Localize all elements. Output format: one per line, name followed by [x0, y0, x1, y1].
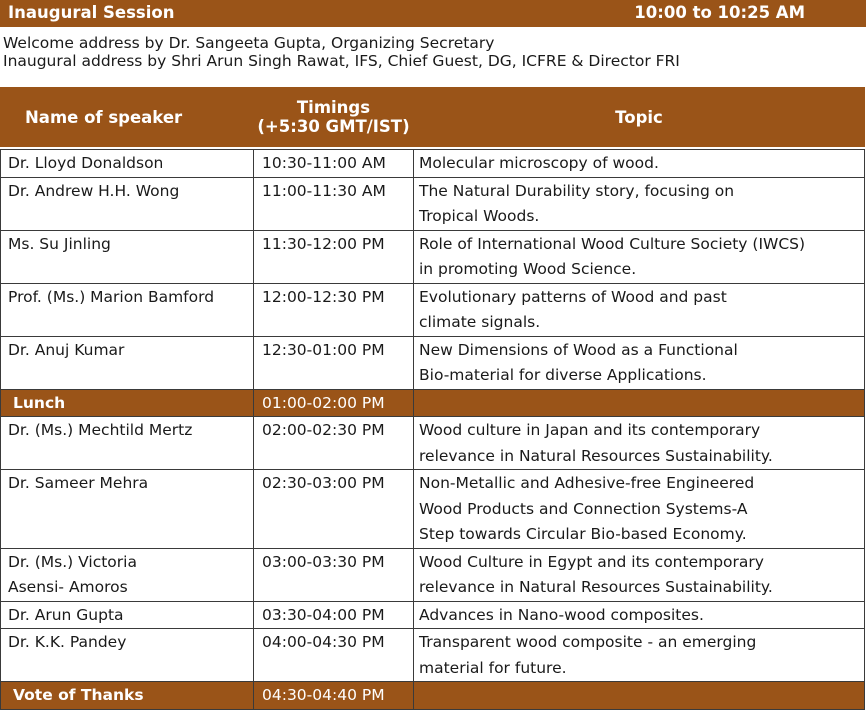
talk-topic-line: Non-Metallic and Adhesive-free Engineered: [419, 474, 755, 492]
speaker-name: [1, 177, 254, 230]
column-header-topic: Topic: [414, 87, 865, 147]
break-row: [1, 682, 865, 710]
session-timing: 12:30-01:00 PM: [254, 336, 414, 389]
session-header-bar: [0, 0, 866, 27]
session-timing: 03:00-03:30 PM: [254, 548, 414, 601]
talk-topic: [414, 682, 865, 710]
session-timing: 12:00-12:30 PM: [254, 283, 414, 336]
speaker-name-line: Dr. (Ms.) Victoria: [8, 552, 137, 571]
talk-topic-line: Role of International Wood Culture Society (IWCS): [419, 234, 806, 253]
speaker-name-line: Dr. Anuj Kumar: [8, 340, 125, 359]
speaker-name: [1, 230, 254, 283]
speaker-name-line: Ms. Su Jinling: [8, 234, 111, 253]
table-row: [1, 283, 865, 336]
session-timing: 01:00-02:00 PM: [254, 389, 414, 417]
session-timing: 10:30-11:00 AM: [254, 150, 414, 178]
talk-topic-line: Wood culture in Japan and its contemporary: [419, 421, 761, 439]
talk-topic-line: New Dimensions of Wood as a Functional: [419, 340, 738, 359]
talk-topic-line: The Natural Durability story, focusing on: [419, 181, 735, 200]
speaker-name-line: Dr. Lloyd Donaldson: [8, 154, 164, 172]
session-title: Inaugural Session: [8, 3, 175, 22]
session-description: [3, 34, 680, 70]
column-header-speaker: Name of speaker: [1, 87, 254, 147]
speaker-name-line: Asensi- Amoros: [8, 578, 128, 596]
talk-topic-line: Evolutionary patterns of Wood and past: [419, 287, 727, 306]
talk-topic-line: Transparent wood composite - an emerging: [419, 633, 757, 651]
talk-topic: [414, 629, 865, 682]
table-row: [1, 417, 865, 470]
speaker-name: [1, 682, 254, 710]
session-timing: 03:30-04:00 PM: [254, 601, 414, 629]
talk-topic: [414, 548, 865, 601]
talk-topic-line: in promoting Wood Science.: [419, 260, 637, 278]
table-row: [1, 336, 865, 389]
talk-topic-line: material for future.: [419, 658, 567, 677]
welcome-address-line: Welcome address by Dr. Sangeeta Gupta, Organizing Secretary: [3, 34, 495, 52]
speaker-name: [1, 629, 254, 682]
column-header-timings: [254, 87, 414, 147]
talk-topic-line: Step towards Circular Bio-based Economy.: [419, 525, 747, 543]
speaker-name: [1, 389, 254, 417]
speaker-name: [1, 283, 254, 336]
speaker-name: [1, 470, 254, 549]
talk-topic: [414, 283, 865, 336]
talk-topic-line: Wood Culture in Egypt and its contemporary: [419, 552, 764, 571]
schedule-table-body: [1, 150, 865, 710]
speaker-name-line: Dr. Arun Gupta: [8, 605, 124, 624]
speaker-name-line: Prof. (Ms.) Marion Bamford: [8, 287, 215, 306]
speaker-name-line: Dr. (Ms.) Mechtild Mertz: [8, 421, 193, 439]
session-timing: 02:00-02:30 PM: [254, 417, 414, 470]
table-row: [1, 601, 865, 629]
talk-topic: [414, 336, 865, 389]
talk-topic-line: climate signals.: [419, 313, 541, 331]
talk-topic-line: Molecular microscopy of wood.: [419, 154, 659, 172]
session-timing: 11:30-12:00 PM: [254, 230, 414, 283]
table-row: [1, 548, 865, 601]
talk-topic-line: Tropical Woods.: [419, 207, 540, 225]
timings-label: Timings: [296, 98, 371, 117]
talk-topic: [414, 389, 865, 417]
break-row: [1, 389, 865, 417]
speaker-name-line: Dr. Andrew H.H. Wong: [8, 181, 180, 200]
session-timing: 04:30-04:40 PM: [254, 682, 414, 710]
speaker-name: [1, 417, 254, 470]
talk-topic-line: Wood Products and Connection Systems-A: [419, 499, 748, 518]
talk-topic-line: Advances in Nano-wood composites.: [419, 605, 704, 624]
table-row: [1, 470, 865, 549]
talk-topic-line: relevance in Natural Resources Sustainability.: [419, 446, 773, 465]
speaker-name: [1, 601, 254, 629]
table-row: [1, 629, 865, 682]
timezone-label: (+5:30 GMT/IST): [257, 117, 410, 136]
talk-topic-line: relevance in Natural Resources Sustainability.: [419, 578, 773, 596]
talk-topic-line: Bio-material for diverse Applications.: [419, 366, 707, 384]
table-row: [1, 150, 865, 178]
speaker-name: [1, 150, 254, 178]
session-timing: 04:00-04:30 PM: [254, 629, 414, 682]
speaker-name-line: Dr. Sameer Mehra: [8, 474, 149, 492]
talk-topic: [414, 470, 865, 549]
speaker-name-line: Lunch: [13, 393, 66, 412]
talk-topic: [414, 230, 865, 283]
talk-topic: [414, 417, 865, 470]
speaker-name: [1, 548, 254, 601]
speaker-name-line: Vote of Thanks: [13, 686, 144, 704]
talk-topic: [414, 150, 865, 178]
talk-topic: [414, 601, 865, 629]
speaker-name: [1, 336, 254, 389]
speaker-name-line: Dr. K.K. Pandey: [8, 633, 127, 651]
table-row: [1, 230, 865, 283]
inaugural-address-line: Inaugural address by Shri Arun Singh Rawat, IFS, Chief Guest, DG, ICFRE & Director FRI: [3, 52, 680, 70]
table-row: [1, 177, 865, 230]
session-time: 10:00 to 10:25 AM: [634, 3, 805, 22]
schedule-table: [0, 87, 865, 710]
talk-topic: [414, 177, 865, 230]
session-timing: 11:00-11:30 AM: [254, 177, 414, 230]
schedule-table-header: [1, 87, 865, 150]
session-timing: 02:30-03:00 PM: [254, 470, 414, 549]
